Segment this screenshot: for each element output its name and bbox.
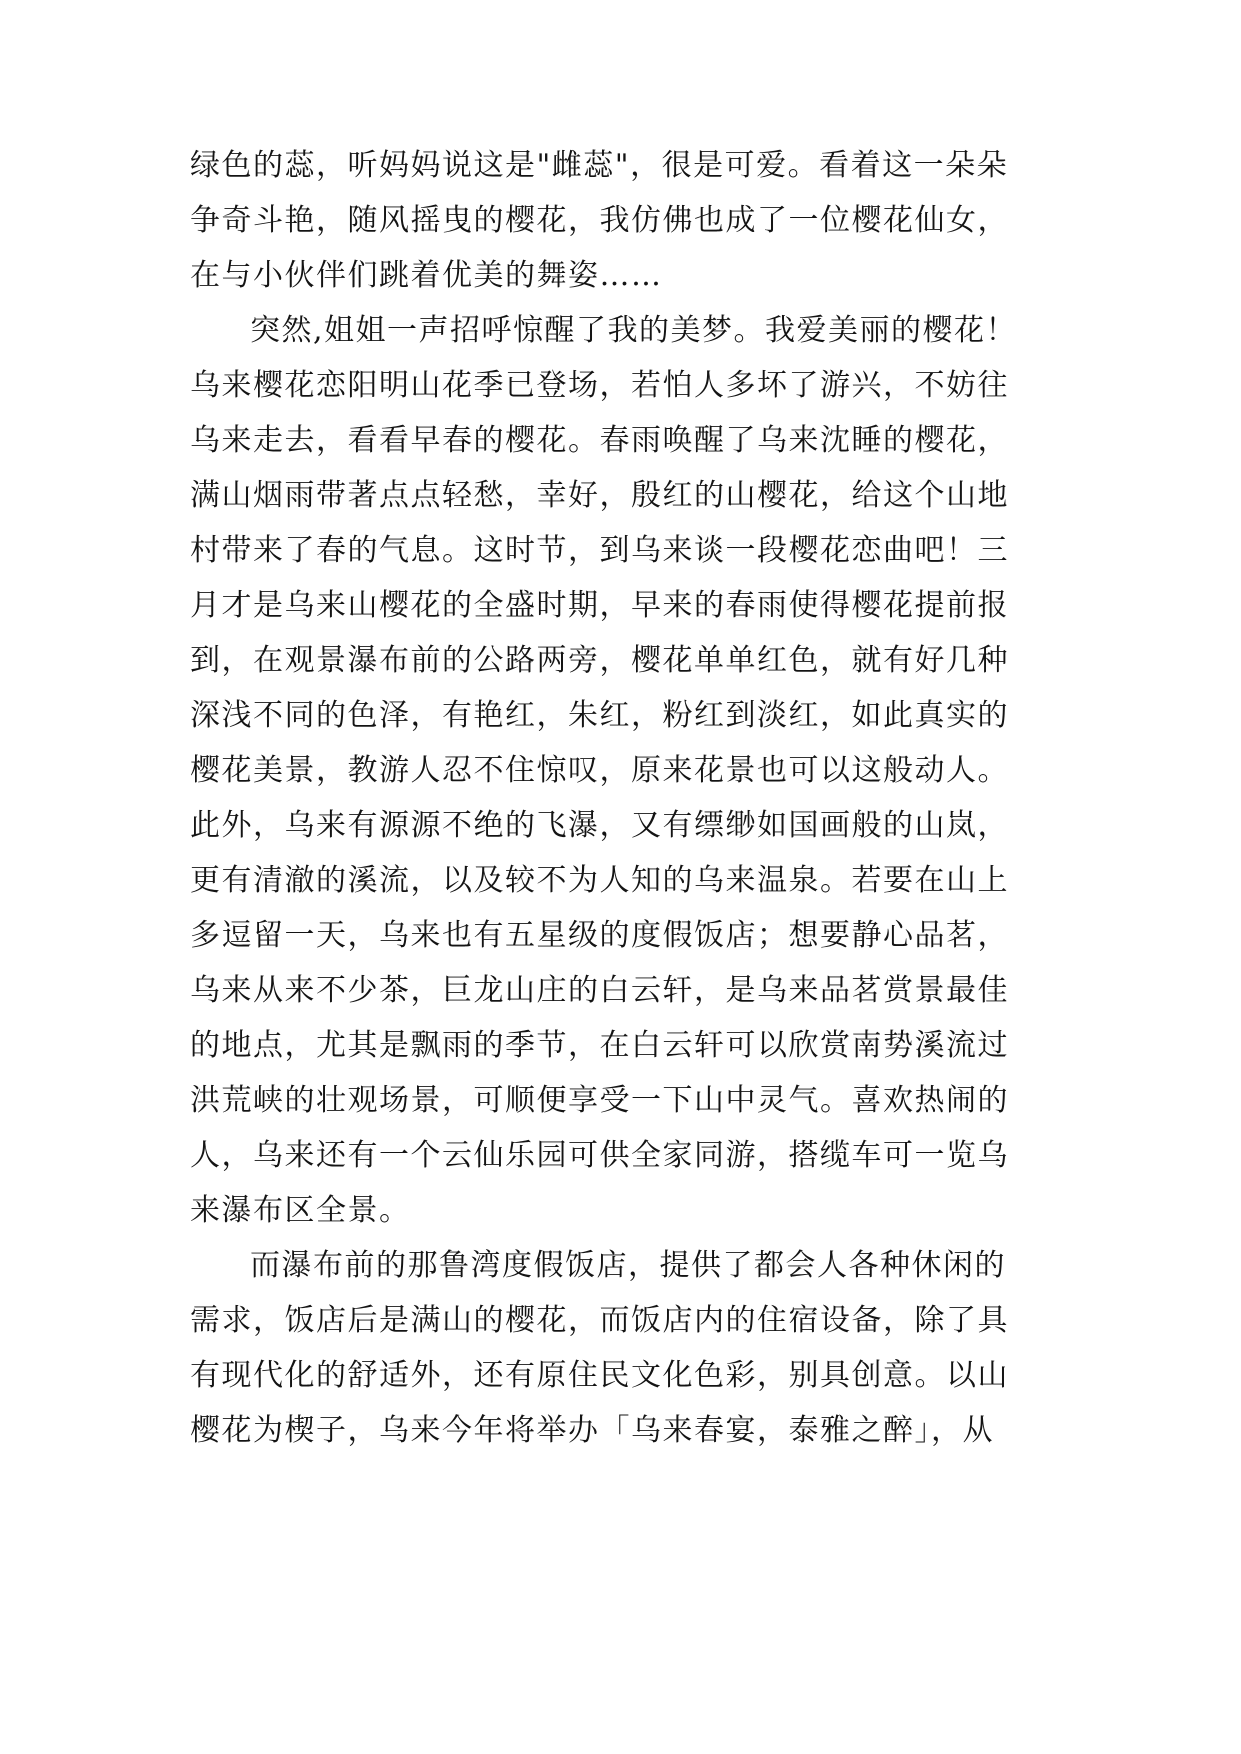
- text-line: 有现代化的舒适外，还有原住民文化色彩，别具创意。以山: [190, 1358, 1009, 1393]
- text-line: 在与小伙伴们跳着优美的舞姿……: [190, 258, 663, 293]
- paragraph-start-line: 而瀑布前的那鲁湾度假饭店，提供了都会人各种休闲的: [250, 1248, 1006, 1283]
- text-line: 到，在观景瀑布前的公路两旁，樱花单单红色，就有好几种: [190, 643, 1009, 678]
- text-line: 深浅不同的色泽，有艳红，朱红，粉红到淡红，如此真实的: [190, 698, 1009, 733]
- text-line: 樱花美景，教游人忍不住惊叹，原来花景也可以这般动人。: [190, 753, 1009, 788]
- text-line: 乌来走去，看看早春的樱花。春雨唤醒了乌来沈睡的樱花，: [190, 423, 1009, 458]
- text-line: 的地点，尤其是飘雨的季节，在白云轩可以欣赏南势溪流过: [190, 1028, 1009, 1063]
- text-line: 洪荒峡的壮观场景，可顺便享受一下山中灵气。喜欢热闹的: [190, 1083, 1009, 1118]
- text-line: 此外，乌来有源源不绝的飞瀑，又有缥缈如国画般的山岚，: [190, 808, 1009, 843]
- text-line: 月才是乌来山樱花的全盛时期，早来的春雨使得樱花提前报: [190, 588, 1009, 623]
- text-line: 满山烟雨带著点点轻愁，幸好，殷红的山樱花，给这个山地: [190, 478, 1009, 513]
- text-line: 绿色的蕊，听妈妈说这是"雌蕊"，很是可爱。看着这一朵朵: [190, 148, 1009, 183]
- text-line: 人，乌来还有一个云仙乐园可供全家同游，搭缆车可一览乌: [190, 1138, 1009, 1173]
- text-line: 来瀑布区全景。: [190, 1193, 411, 1228]
- text-line: 樱花为楔子，乌来今年将举办「乌来春宴，泰雅之醉」，从: [190, 1413, 994, 1448]
- text-line: 争奇斗艳，随风摇曳的樱花，我仿佛也成了一位樱花仙女，: [190, 203, 1009, 238]
- text-line: 需求，饭店后是满山的樱花，而饭店内的住宿设备，除了具: [190, 1303, 1009, 1338]
- text-line: 村带来了春的气息。这时节，到乌来谈一段樱花恋曲吧！三: [190, 533, 1009, 568]
- paragraph-start-line: 突然,姐姐一声招呼惊醒了我的美梦。我爱美丽的樱花！: [250, 313, 1018, 348]
- text-line: 多逗留一天，乌来也有五星级的度假饭店；想要静心品茗，: [190, 918, 1009, 953]
- text-line: 乌来从来不少茶，巨龙山庄的白云轩，是乌来品茗赏景最佳: [190, 973, 1009, 1008]
- text-line: 更有清澈的溪流，以及较不为人知的乌来温泉。若要在山上: [190, 863, 1009, 898]
- text-line: 乌来樱花恋阳明山花季已登场，若怕人多坏了游兴，不妨往: [190, 368, 1009, 403]
